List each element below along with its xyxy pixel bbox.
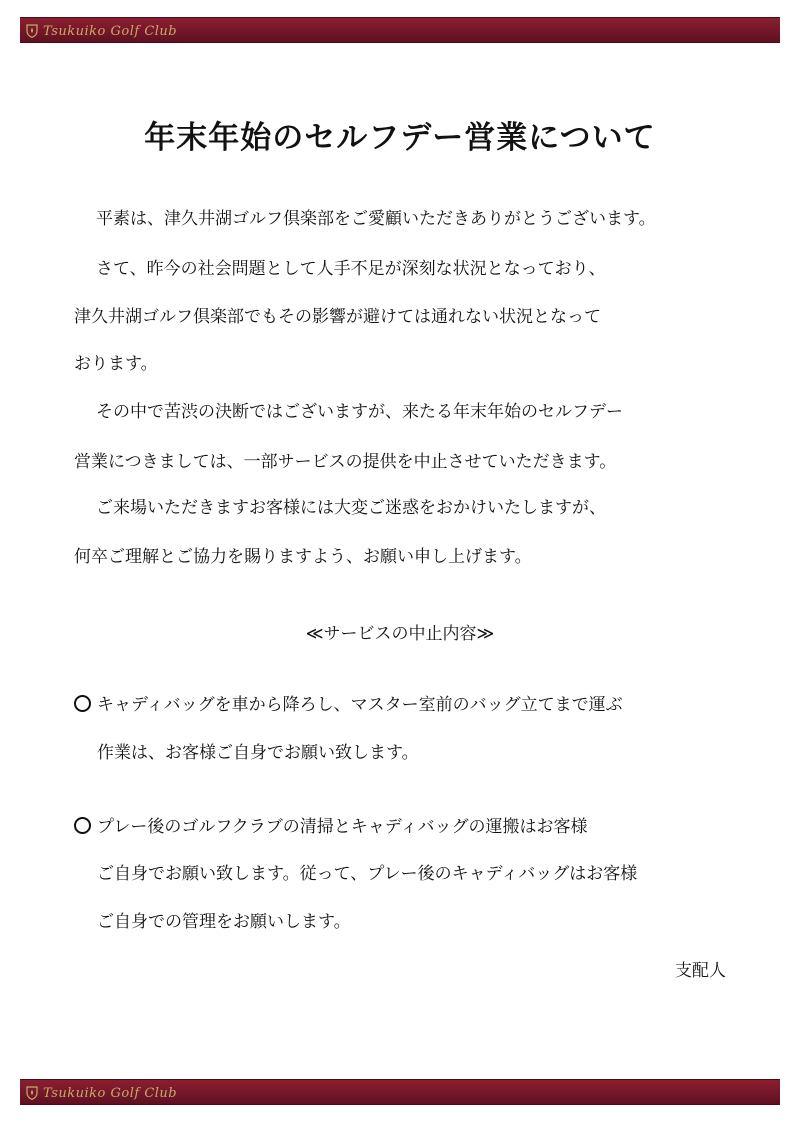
brand-name: Tsukuiko Golf Club [43, 1085, 178, 1101]
section-heading: ≪サービスの中止内容≫ [305, 624, 495, 644]
paragraph-line: 何卒ご理解とご協力を賜りますよう、お願い申し上げます。 [74, 547, 532, 567]
paragraph-line: 津久井湖ゴルフ倶楽部でもその影響が避けては通れない状況となって [74, 307, 601, 327]
list-item-continuation: ご自身での管理をお願いします。 [97, 912, 351, 932]
list-item-continuation: 作業は、お客様ご自身でお願い致します。 [97, 743, 419, 763]
paragraph-line: おります。 [74, 354, 158, 374]
paragraph-line: ご来場いただきますお客様には大変ご迷惑をおかけいたしますが、 [96, 498, 606, 518]
list-item [74, 815, 587, 839]
footer-banner [20, 1079, 780, 1105]
circle-bullet-icon [74, 695, 91, 712]
list-item-text: プレー後のゴルフクラブの清掃とキャディバッグの運搬はお客様 [97, 817, 588, 837]
header-banner [20, 17, 780, 43]
document-title: 年末年始のセルフデー営業について [144, 120, 656, 156]
paragraph-line: 営業につきましては、一部サービスの提供を中止させていただきます。 [74, 452, 617, 472]
paragraph-line: さて、昨今の社会問題として人手不足が深刻な状況となっており、 [96, 259, 606, 279]
paragraph-line: その中で苦渋の決断ではございますが、来たる年末年始のセルフデー [96, 402, 623, 422]
list-item-text: キャディバッグを車から降ろし、マスター室前のバッグ立てまで運ぶ [97, 695, 623, 715]
club-logo [26, 21, 177, 41]
list-item-continuation: ご自身でお願い致します。従って、プレー後のキャディバッグはお客様 [97, 864, 638, 884]
crest-icon [26, 24, 38, 38]
signature: 支配人 [675, 961, 726, 981]
paragraph-line: 平素は、津久井湖ゴルフ倶楽部をご愛顧いただきありがとうございます。 [96, 209, 656, 229]
circle-bullet-icon [74, 817, 91, 834]
club-logo [26, 1083, 177, 1103]
list-item [74, 693, 623, 717]
brand-name: Tsukuiko Golf Club [43, 23, 178, 39]
crest-icon [26, 1086, 38, 1100]
